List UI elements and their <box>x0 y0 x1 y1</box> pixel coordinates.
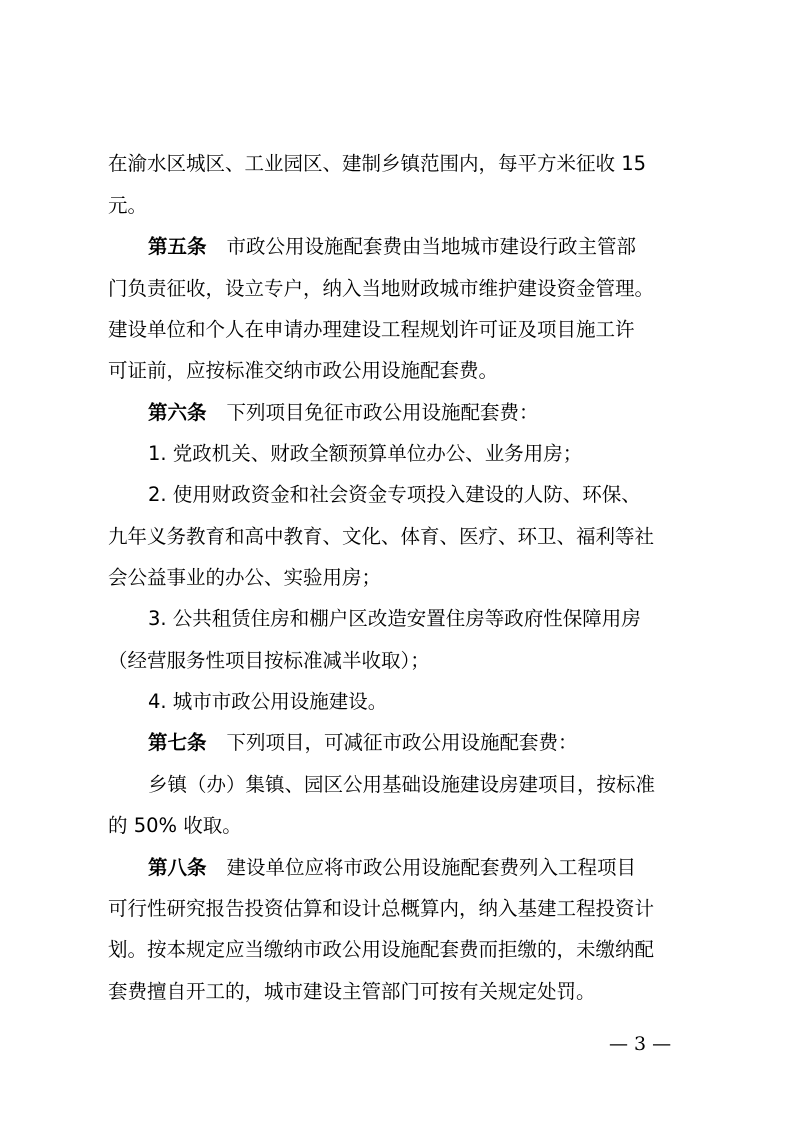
text-line <box>108 565 381 591</box>
article-6-heading-line <box>148 400 539 426</box>
article-heading: 第七条 <box>148 731 207 754</box>
article-heading: 第五条 <box>148 235 207 258</box>
page-number: — 3 — <box>609 1033 672 1055</box>
text-line <box>108 524 654 550</box>
article-heading: 第八条 <box>148 856 207 879</box>
text-line <box>108 317 635 343</box>
text-line <box>108 276 654 302</box>
line-text: 可行性研究报告投资估算和设计总概算内，纳入基建工程投资计 <box>108 897 655 920</box>
list-item-line <box>148 606 641 632</box>
text-line <box>108 937 654 963</box>
text-line <box>108 358 498 384</box>
text-line <box>108 151 646 177</box>
line-text: 2. 使用财政资金和社会资金专项投入建设的人防、环保、 <box>148 483 641 506</box>
article-5-heading-line <box>148 234 636 260</box>
line-text: 套费擅自开工的，城市建设主管部门可按有关规定处罚。 <box>108 980 596 1003</box>
line-text: 在渝水区城区、工业园区、建制乡镇范围内，每平方米征收 15 <box>108 152 647 175</box>
text-line <box>108 979 596 1005</box>
text-line <box>108 896 654 922</box>
line-text: 元。 <box>108 194 148 217</box>
text-line <box>108 648 430 674</box>
line-text: 九年义务教育和高中教育、文化、体育、医疗、环卫、福利等社 <box>108 525 655 548</box>
line-text: 会公益事业的办公、实验用房； <box>108 566 382 589</box>
list-item-line <box>148 441 582 467</box>
line-text: 1. 党政机关、财政全额预算单位办公、业务用房； <box>148 442 583 465</box>
line-text: 划。按本规定应当缴纳市政公用设施配套费而拒缴的，未缴纳配 <box>108 938 655 961</box>
text-line <box>148 772 655 798</box>
line-text: 门负责征收，设立专户，纳入当地财政城市维护建设资金管理。 <box>108 277 655 300</box>
text-line <box>108 193 147 219</box>
line-text: 建设单位和个人在申请办理建设工程规划许可证及项目施工许 <box>108 318 635 341</box>
line-text: 建设单位应将市政公用设施配套费列入工程项目 <box>226 856 637 879</box>
article-7-heading-line <box>148 730 578 756</box>
line-text: 市政公用设施配套费由当地城市建设行政主管部 <box>226 235 637 258</box>
line-text: 4. 城市市政公用设施建设。 <box>148 690 388 713</box>
list-item-line <box>148 689 387 715</box>
line-text: 的 50% 收取。 <box>108 814 242 837</box>
line-text: 3. 公共租赁住房和棚户区改造安置住房等政府性保障用房 <box>148 607 641 630</box>
list-item-line <box>148 482 641 508</box>
line-text: 下列项目，可减征市政公用设施配套费： <box>226 731 578 754</box>
article-heading: 第六条 <box>148 401 207 424</box>
article-8-heading-line <box>148 855 636 881</box>
line-text: 乡镇（办）集镇、园区公用基础设施建设房建项目，按标准 <box>148 773 656 796</box>
text-line <box>108 813 242 839</box>
line-text: 可证前，应按标准交纳市政公用设施配套费。 <box>108 359 499 382</box>
line-text: 下列项目免征市政公用设施配套费： <box>226 401 539 424</box>
line-text: （经营服务性项目按标准减半收取）； <box>108 649 430 672</box>
